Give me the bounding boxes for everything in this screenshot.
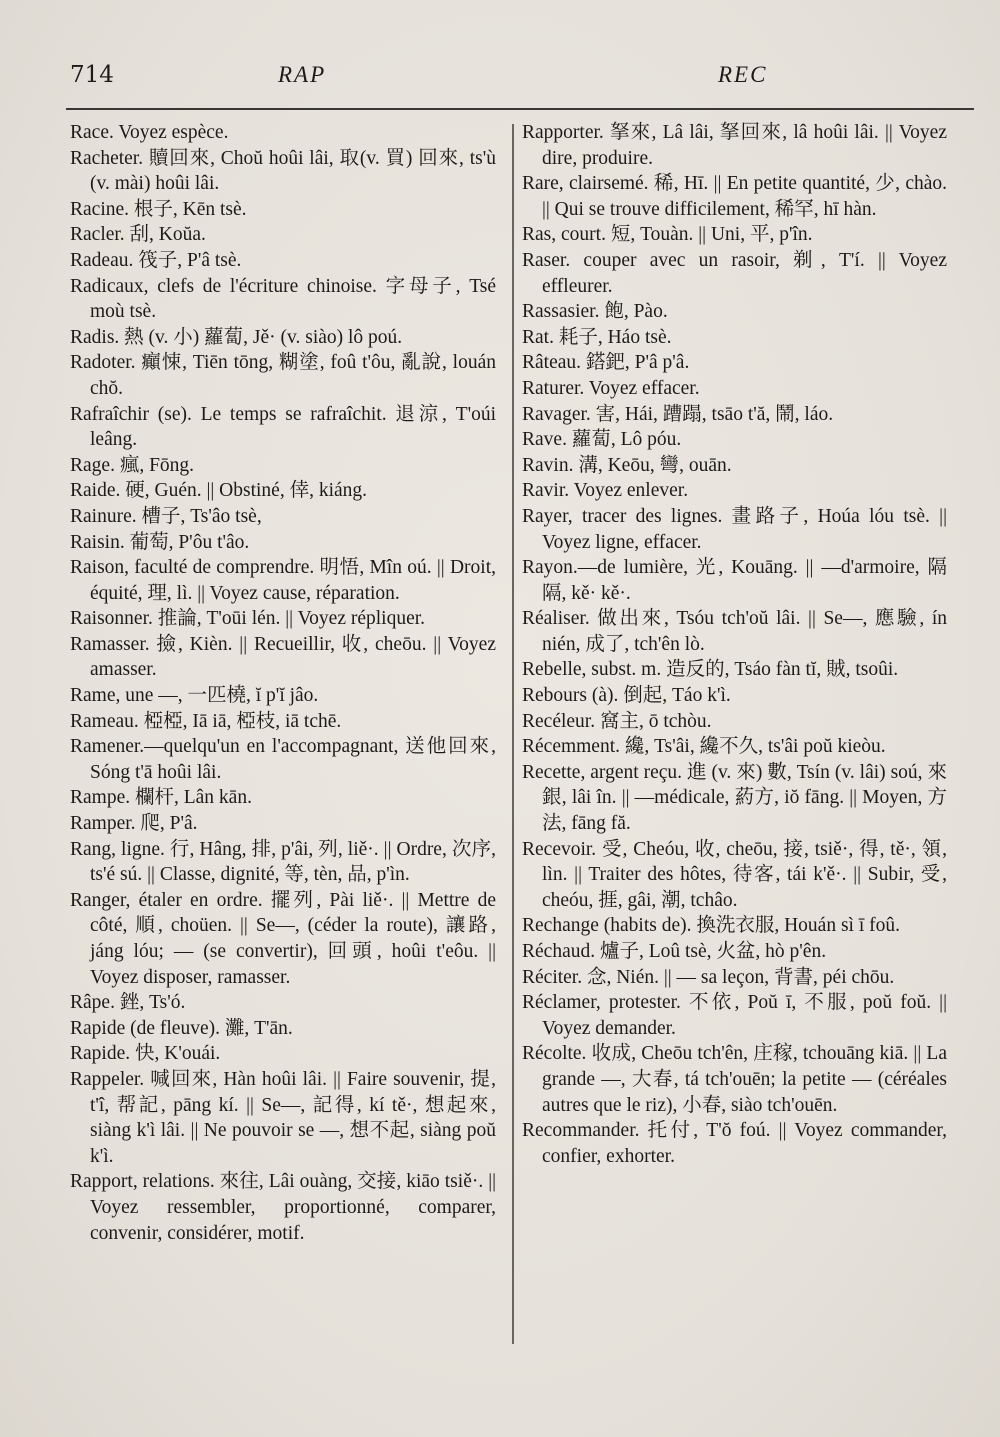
- dictionary-entry: Ravin. 溝, Keōu, 彎, ouān.: [522, 454, 732, 476]
- dictionary-entry: Ras, court. 短, Touàn. || Uni, 平, p'în.: [522, 224, 813, 246]
- dictionary-entry: Radis. 熱 (v. 小) 蘿蔔, Jě· (v. siào) lô poú.: [70, 326, 403, 348]
- dictionary-entry: Rassasier. 飽, Pào.: [522, 301, 668, 323]
- dictionary-entry: Recette, argent reçu. 進 (v. 來) 數, Tsín (v. lâi) soú, 來銀, lâi în. || —médicale, 葯方, iŏ fāng. || Moyen, 方法, fāng fă.: [522, 761, 947, 835]
- dictionary-entry: Ramper. 爬, P'â.: [70, 813, 198, 835]
- dictionary-entry: Ramasser. 撿, Kièn. || Recueillir, 收, cheōu. || Voyez amasser.: [70, 633, 496, 681]
- dictionary-entry: Rebelle, subst. m. 造反的, Tsáo fàn tĭ, 賊, tsoûi.: [522, 659, 899, 681]
- dictionary-entry: Rave. 蘿蔔, Lô póu.: [522, 429, 682, 451]
- dictionary-entry: Rage. 瘋, Fōng.: [70, 454, 195, 476]
- dictionary-entry: Ravir. Voyez enlever.: [522, 480, 689, 502]
- dictionary-entry: Raide. 硬, Guén. || Obstiné, 倖, kiáng.: [70, 480, 368, 502]
- dictionary-entry: Réciter. 念, Nién. || — sa leçon, 背書, péi chōu.: [522, 966, 895, 988]
- right-column: [522, 120, 947, 1169]
- dictionary-entry: Rampe. 欄杆, Lân kān.: [70, 787, 252, 809]
- dictionary-entry: Rebours (à). 倒起, Táo k'ì.: [522, 685, 731, 707]
- dictionary-entry: Radeau. 筏子, P'â tsè.: [70, 249, 242, 271]
- dictionary-entry: Ravager. 害, Hái, 蹧蹋, tsāo t'ă, 鬧, láo.: [522, 403, 834, 425]
- dictionary-entry: Rat. 耗子, Háo tsè.: [522, 326, 672, 348]
- dictionary-entry: Radoter. 癲悚, Tiēn tōng, 糊塗, foû t'ôu, 亂說, louán chŏ.: [70, 352, 496, 399]
- dictionary-entry: Recevoir. 受, Cheóu, 收, cheōu, 接, tsiě·, 得, tě·, 領, lìn. || Traiter des hôtes, 待客, tái k'ě·. || Subir, 受, cheóu, 捱, gâi, 潮, tchâo.: [522, 838, 947, 911]
- left-column: [70, 120, 496, 1246]
- page-number: 714: [70, 62, 114, 88]
- dictionary-entry: Racheter. 贖回來, Choŭ hoûi lâi, 取(v. 買) 回來, ts'ù (v. mài) hoûi lâi.: [70, 147, 496, 195]
- dictionary-entry: Rapide. 快, K'ouái.: [70, 1043, 221, 1065]
- dictionary-entry: Rappeler. 喊回來, Hàn hoûi lâi. || Faire souvenir, 提, t'î, 帮記, pāng kí. || Se—, 記得, kí tě·, 想起來, siàng k'ì lâi. || Ne pouvoir se —, 想不起, siàng poŭ k'ì.: [70, 1068, 496, 1167]
- dictionary-entry: Racine. 根子, Kēn tsè.: [70, 198, 247, 220]
- dictionary-entry: Race. Voyez espèce.: [70, 122, 229, 143]
- dictionary-entry: Rapide (de fleuve). 灘, T'ān.: [70, 1017, 293, 1039]
- column-divider: [512, 124, 514, 1344]
- dictionary-entry: Ranger, étaler en ordre. 擺列, Pài liě·. || Mettre de côté, 順, choüen. || Se—, (céder la route), 讓路, jáng lóu; — (se convertir), 回頭, hoûi t'eôu. || Voyez disposer, ramasser.: [70, 889, 496, 988]
- guide-word-left: RAP: [278, 62, 327, 87]
- dictionary-entry: Réclamer, protester. 不依, Poŭ ī, 不服, poŭ foŭ. || Voyez demander.: [522, 992, 947, 1039]
- dictionary-entry: Rang, ligne. 行, Hâng, 排, p'âi, 列, liě·. || Ordre, 次序, ts'é sú. || Classe, dignité, 等, tèn, 品, p'ìn.: [70, 838, 496, 886]
- dictionary-entry: Râpe. 銼, Ts'ó.: [70, 992, 186, 1014]
- dictionary-entry: Rare, clairsemé. 稀, Hī. || En petite quantité, 少, chào. || Qui se trouve difficilement, 稀罕, hī hàn.: [522, 173, 947, 220]
- dictionary-entry: Râteau. 鎝鈀, P'â p'â.: [522, 352, 690, 374]
- dictionary-entry: Rechange (habits de). 換洗衣服, Houán sì ī foû.: [522, 915, 901, 937]
- dictionary-entry: Raisonner. 推論, T'oūi lén. || Voyez répliquer.: [70, 608, 426, 630]
- dictionary-entry: Raison, faculté de comprendre. 明悟, Mîn oú. || Droit, équité, 理, lì. || Voyez cause, réparation.: [70, 557, 496, 604]
- dictionary-entry: Rame, une —, 一匹橈, ĭ p'ĭ jâo.: [70, 685, 319, 707]
- dictionary-entry: Réchaud. 爐子, Loû tsè, 火盆, hò p'ên.: [522, 941, 827, 962]
- page-header: [70, 62, 960, 96]
- dictionary-entry: Racler. 刮, Koŭa.: [70, 224, 206, 246]
- dictionary-entry: Raisin. 葡萄, P'ôu t'âo.: [70, 531, 250, 553]
- dictionary-entry: Rafraîchir (se). Le temps se rafraîchit. 退涼, T'oúi leâng.: [70, 403, 496, 451]
- dictionary-entry: Raser. couper avec un rasoir, 剃, T'í. || Voyez effleurer.: [522, 249, 947, 297]
- dictionary-entry: Ramener.—quelqu'un en l'accompagnant, 送他回來, Sóng t'ā hoûi lâi.: [70, 736, 496, 783]
- dictionary-entry: Recéleur. 窩主, ō tchòu.: [522, 710, 712, 732]
- dictionary-entry: Rayer, tracer des lignes. 畫路子, Hoúa lóu tsè. || Voyez ligne, effacer.: [522, 505, 947, 553]
- dictionary-entry: Rapporter. 拏來, Lâ lâi, 拏回來, lâ hoûi lâi. || Voyez dire, produire.: [522, 122, 947, 169]
- dictionary-entry: Réaliser. 做出來, Tsóu tch'oŭ lâi. || Se—, 應驗, ín nién, 成了, tch'ên lò.: [522, 608, 947, 655]
- dictionary-entry: Récemment. 纔, Ts'âi, 纔不久, ts'âi poŭ kieòu.: [522, 736, 886, 758]
- dictionary-entry: Récolte. 收成, Cheōu tch'ên, 庄稼, tchouāng kiā. || La grande —, 大春, tá tch'ouēn; la petite — (céréales autres que le riz), 小春, siào tch'ouēn.: [522, 1043, 947, 1116]
- dictionary-entry: Recommander. 托付, T'ŏ foú. || Voyez commander, confier, exhorter.: [522, 1120, 947, 1167]
- dictionary-entry: Rayon.—de lumière, 光, Kouāng. || —d'armoire, 隔隔, kě· kě·.: [522, 557, 947, 604]
- dictionary-entry: Rainure. 槽子, Ts'âo tsè,: [70, 505, 262, 527]
- dictionary-entry: Rameau. 椏椏, Iā iā, 椏枝, iā tchē.: [70, 710, 342, 732]
- dictionary-entry: Rapport, relations. 來往, Lâi ouàng, 交接, kiāo tsiě·. || Voyez ressembler, proportionné, comparer, convenir, considérer, motif.: [70, 1171, 496, 1244]
- guide-word-right: REC: [718, 62, 768, 87]
- header-rule: [66, 108, 974, 110]
- dictionary-entry: Radicaux, clefs de l'écriture chinoise. 字母子, Tsé moù tsè.: [70, 275, 496, 323]
- dictionary-entry: Raturer. Voyez effacer.: [522, 377, 700, 399]
